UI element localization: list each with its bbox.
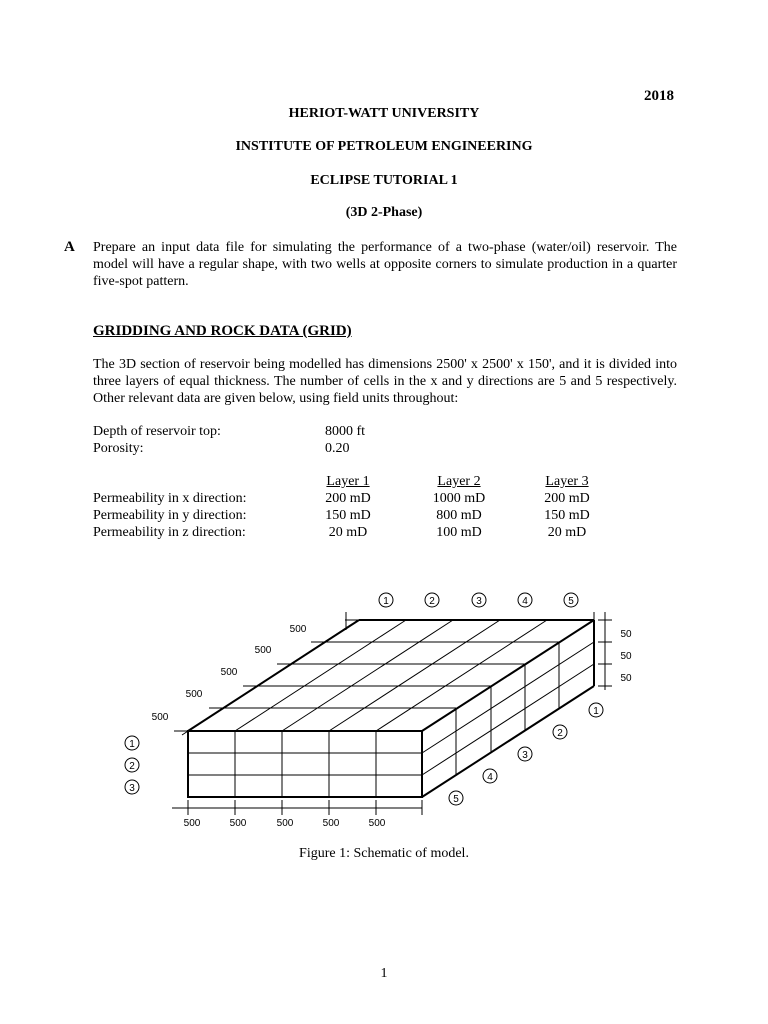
perm-z-layer-1: 20 mD bbox=[328, 525, 368, 540]
layer-number-1: 1 bbox=[129, 739, 135, 750]
y-width-label: 500 bbox=[289, 624, 307, 635]
side-cell-number-4: 4 bbox=[487, 772, 493, 783]
perm-x-layer-3: 200 mD bbox=[544, 491, 590, 506]
figure-caption: Figure 1: Schematic of model. bbox=[299, 846, 469, 861]
top-cell-number-5: 5 bbox=[568, 596, 574, 607]
top-cell-number-3: 3 bbox=[476, 596, 482, 607]
perm-y-layer-1: 150 mD bbox=[325, 508, 371, 523]
section-a-marker: A bbox=[64, 239, 75, 255]
institute-title: INSTITUTE OF PETROLEUM ENGINEERING bbox=[235, 139, 533, 154]
section-a-text: Prepare an input data file for simulating the performance of a two-phase (water/oil) reservoir. The model will have a regular shape, with two wells at opposite corners to simulate production in a quarter five-spot pattern. bbox=[93, 240, 677, 289]
layer-number-2: 2 bbox=[129, 761, 135, 772]
y-width-label: 500 bbox=[185, 689, 203, 700]
perm-y-label: Permeability in y direction: bbox=[93, 508, 247, 523]
side-cell-number-1: 1 bbox=[593, 706, 599, 717]
x-width-label: 500 bbox=[183, 818, 201, 829]
perm-y-layer-3: 150 mD bbox=[544, 508, 590, 523]
top-cell-number-1: 1 bbox=[383, 596, 389, 607]
table-header-layer-1: Layer 1 bbox=[326, 474, 370, 489]
z-thickness-label: 50 bbox=[620, 673, 632, 684]
top-cell-number-2: 2 bbox=[429, 596, 435, 607]
z-thickness-label: 50 bbox=[620, 651, 632, 662]
side-cell-number-2: 2 bbox=[557, 728, 563, 739]
perm-z-layer-3: 20 mD bbox=[547, 525, 587, 540]
document-year: 2018 bbox=[644, 88, 674, 104]
table-header-layer-3: Layer 3 bbox=[545, 474, 589, 489]
perm-x-label: Permeability in x direction: bbox=[93, 491, 247, 506]
page-number: 1 bbox=[380, 966, 388, 981]
perm-x-layer-1: 200 mD bbox=[325, 491, 371, 506]
x-width-label: 500 bbox=[229, 818, 247, 829]
y-width-label: 500 bbox=[254, 645, 272, 656]
z-thickness-label: 50 bbox=[620, 629, 632, 640]
x-width-label: 500 bbox=[276, 818, 294, 829]
depth-value: 8000 ft bbox=[325, 424, 366, 439]
perm-y-layer-2: 800 mD bbox=[436, 508, 482, 523]
x-width-label: 500 bbox=[368, 818, 386, 829]
side-cell-number-3: 3 bbox=[522, 750, 528, 761]
y-width-label: 500 bbox=[151, 712, 169, 723]
grid-section-text: The 3D section of reservoir being modelled has dimensions 2500' x 2500' x 150', and it is divided into three layers of equal thickness. The number of cells in the x and y directions are 5 and 5 respectively. Other relevant data are given below, using field units throughout: bbox=[93, 357, 677, 406]
y-width-label: 500 bbox=[220, 667, 238, 678]
perm-z-label: Permeability in z direction: bbox=[93, 525, 246, 540]
top-cell-number-4: 4 bbox=[522, 596, 528, 607]
depth-label: Depth of reservoir top: bbox=[93, 424, 221, 439]
layer-number-3: 3 bbox=[129, 783, 135, 794]
tutorial-title: ECLIPSE TUTORIAL 1 bbox=[310, 173, 458, 188]
perm-z-layer-2: 100 mD bbox=[436, 525, 482, 540]
tutorial-subtitle: (3D 2-Phase) bbox=[345, 205, 423, 220]
table-header-layer-2: Layer 2 bbox=[437, 474, 481, 489]
grid-section-heading: GRIDDING AND ROCK DATA (GRID) bbox=[93, 323, 352, 339]
porosity-value: 0.20 bbox=[325, 441, 350, 456]
university-title: HERIOT-WATT UNIVERSITY bbox=[288, 106, 480, 121]
perm-x-layer-2: 1000 mD bbox=[432, 491, 486, 506]
porosity-label: Porosity: bbox=[93, 441, 144, 456]
x-width-label: 500 bbox=[322, 818, 340, 829]
side-cell-number-5: 5 bbox=[453, 794, 459, 805]
